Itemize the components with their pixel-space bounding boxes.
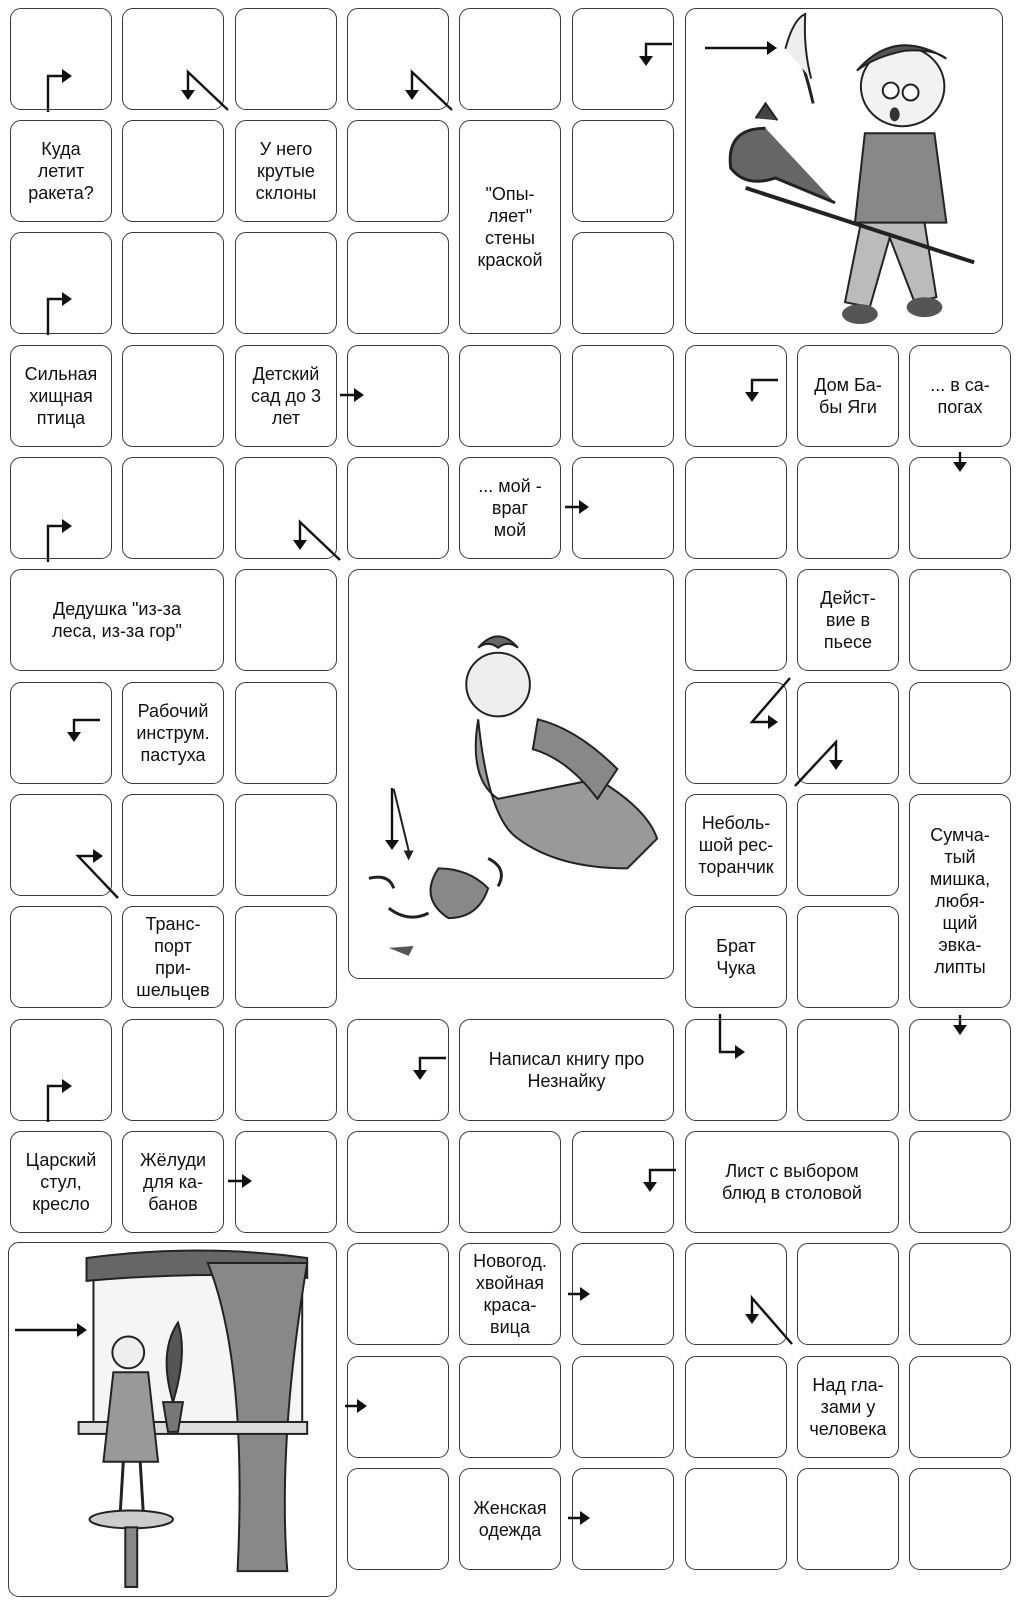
answer-cell[interactable] bbox=[572, 1468, 674, 1570]
answer-cell[interactable] bbox=[685, 1468, 787, 1570]
clue-text: Неболь- шой рес- торанчик bbox=[698, 813, 774, 877]
answer-cell[interactable] bbox=[10, 682, 112, 784]
boy-on-hobby-horse-icon bbox=[686, 9, 1002, 333]
clue-cell bbox=[685, 906, 787, 1008]
clue-text: Царский стул, кресло bbox=[25, 1150, 97, 1214]
clue-cell bbox=[10, 569, 224, 671]
answer-cell[interactable] bbox=[235, 1131, 337, 1233]
answer-cell[interactable] bbox=[235, 569, 337, 671]
clue-cell bbox=[797, 569, 899, 671]
answer-cell[interactable] bbox=[122, 232, 224, 334]
answer-cell[interactable] bbox=[572, 8, 674, 110]
answer-cell[interactable] bbox=[685, 569, 787, 671]
answer-cell[interactable] bbox=[572, 457, 674, 559]
answer-cell[interactable] bbox=[122, 120, 224, 222]
answer-cell[interactable] bbox=[235, 8, 337, 110]
answer-cell[interactable] bbox=[122, 1019, 224, 1121]
answer-cell[interactable] bbox=[909, 1019, 1011, 1121]
answer-cell[interactable] bbox=[459, 1131, 561, 1233]
answer-cell[interactable] bbox=[797, 457, 899, 559]
answer-cell[interactable] bbox=[235, 1019, 337, 1121]
clue-text: Брат Чука bbox=[716, 936, 756, 978]
answer-cell[interactable] bbox=[10, 232, 112, 334]
answer-cell[interactable] bbox=[685, 1019, 787, 1121]
answer-cell[interactable] bbox=[572, 1243, 674, 1345]
clue-cell bbox=[909, 794, 1011, 1008]
clue-text: Над гла- зами у человека bbox=[809, 1375, 887, 1439]
clue-text: Написал книгу про Незнайку bbox=[488, 1049, 645, 1091]
answer-cell[interactable] bbox=[685, 1243, 787, 1345]
clue-cell bbox=[10, 1131, 112, 1233]
answer-cell[interactable] bbox=[797, 906, 899, 1008]
answer-cell[interactable] bbox=[572, 232, 674, 334]
answer-cell[interactable] bbox=[347, 345, 449, 447]
clue-text: Куда летит ракета? bbox=[28, 139, 94, 203]
boy-on-hobby-horse-picture bbox=[685, 8, 1003, 334]
clue-cell bbox=[122, 906, 224, 1008]
answer-cell[interactable] bbox=[685, 345, 787, 447]
clue-text: Новогод. хвойная краса- вица bbox=[473, 1251, 547, 1337]
answer-cell[interactable] bbox=[347, 120, 449, 222]
answer-cell[interactable] bbox=[235, 794, 337, 896]
clue-text: "Опы- ляет" стены краской bbox=[477, 184, 543, 270]
answer-cell[interactable] bbox=[347, 1019, 449, 1121]
clue-text: Детский сад до 3 лет bbox=[250, 364, 322, 428]
answer-cell[interactable] bbox=[10, 8, 112, 110]
answer-cell[interactable] bbox=[909, 1356, 1011, 1458]
clue-cell bbox=[685, 794, 787, 896]
answer-cell[interactable] bbox=[797, 682, 899, 784]
clue-cell bbox=[459, 457, 561, 559]
clue-cell bbox=[797, 345, 899, 447]
answer-cell[interactable] bbox=[347, 232, 449, 334]
clue-cell bbox=[10, 345, 112, 447]
answer-cell[interactable] bbox=[909, 1243, 1011, 1345]
answer-cell[interactable] bbox=[797, 794, 899, 896]
answer-cell[interactable] bbox=[797, 1468, 899, 1570]
clue-cell bbox=[122, 1131, 224, 1233]
answer-cell[interactable] bbox=[685, 457, 787, 559]
clue-text: ... в са- погах bbox=[930, 375, 990, 417]
answer-cell[interactable] bbox=[572, 1131, 674, 1233]
clue-cell bbox=[685, 1131, 899, 1233]
clue-cell bbox=[459, 1468, 561, 1570]
answer-cell[interactable] bbox=[572, 120, 674, 222]
answer-cell[interactable] bbox=[347, 8, 449, 110]
answer-cell[interactable] bbox=[909, 1468, 1011, 1570]
clue-text: Лист с выбором блюд в столовой bbox=[722, 1161, 862, 1203]
clue-cell bbox=[459, 1243, 561, 1345]
answer-cell[interactable] bbox=[10, 794, 112, 896]
answer-cell[interactable] bbox=[797, 1243, 899, 1345]
answer-cell[interactable] bbox=[572, 1356, 674, 1458]
answer-cell[interactable] bbox=[122, 457, 224, 559]
crying-girl-broken-vase-icon bbox=[349, 570, 673, 978]
answer-cell[interactable] bbox=[685, 1356, 787, 1458]
clue-text: Дедушка "из-за леса, из-за гор" bbox=[52, 599, 182, 641]
clue-cell bbox=[797, 1356, 899, 1458]
answer-cell[interactable] bbox=[10, 457, 112, 559]
clue-cell bbox=[122, 682, 224, 784]
answer-cell[interactable] bbox=[347, 1243, 449, 1345]
clue-cell bbox=[909, 345, 1011, 447]
clue-cell bbox=[235, 345, 337, 447]
clue-text: Женская одежда bbox=[473, 1498, 547, 1540]
answer-cell[interactable] bbox=[909, 1131, 1011, 1233]
clue-text: У него крутые склоны bbox=[255, 139, 317, 203]
clue-text: ... мой - враг мой bbox=[478, 476, 542, 540]
clue-cell bbox=[10, 120, 112, 222]
answer-cell[interactable] bbox=[459, 1356, 561, 1458]
answer-cell[interactable] bbox=[235, 906, 337, 1008]
answer-cell[interactable] bbox=[347, 1356, 449, 1458]
clue-text: Сильная хищная птица bbox=[24, 364, 98, 428]
girl-at-window-picture bbox=[8, 1242, 337, 1597]
girl-watering-plant-icon bbox=[9, 1243, 336, 1596]
answer-cell[interactable] bbox=[909, 457, 1011, 559]
clue-text: Транс- порт при- шельцев bbox=[136, 914, 210, 1000]
answer-cell[interactable] bbox=[797, 1019, 899, 1121]
clue-text: Дейст- вие в пьесе bbox=[820, 588, 876, 652]
clue-text: Дом Ба- бы Яги bbox=[814, 375, 882, 417]
answer-cell[interactable] bbox=[347, 1468, 449, 1570]
answer-cell[interactable] bbox=[459, 345, 561, 447]
clue-cell bbox=[459, 120, 561, 334]
answer-cell[interactable] bbox=[235, 232, 337, 334]
clue-cell bbox=[235, 120, 337, 222]
clue-text: Рабочий инструм. пастуха bbox=[136, 701, 210, 765]
answer-cell[interactable] bbox=[685, 682, 787, 784]
answer-cell[interactable] bbox=[10, 906, 112, 1008]
answer-cell[interactable] bbox=[10, 1019, 112, 1121]
answer-cell[interactable] bbox=[347, 1131, 449, 1233]
answer-cell[interactable] bbox=[347, 457, 449, 559]
crying-girl-vase-picture bbox=[348, 569, 674, 979]
answer-cell[interactable] bbox=[909, 682, 1011, 784]
answer-cell[interactable] bbox=[235, 457, 337, 559]
answer-cell[interactable] bbox=[122, 345, 224, 447]
clue-text: Сумча- тый мишка, любя- щий эвка- липты bbox=[929, 825, 991, 977]
clue-text: Жёлуди для ка- банов bbox=[139, 1150, 207, 1214]
answer-cell[interactable] bbox=[459, 8, 561, 110]
answer-cell[interactable] bbox=[909, 569, 1011, 671]
answer-cell[interactable] bbox=[572, 345, 674, 447]
answer-cell[interactable] bbox=[235, 682, 337, 784]
answer-cell[interactable] bbox=[122, 794, 224, 896]
clue-cell bbox=[459, 1019, 674, 1121]
answer-cell[interactable] bbox=[122, 8, 224, 110]
